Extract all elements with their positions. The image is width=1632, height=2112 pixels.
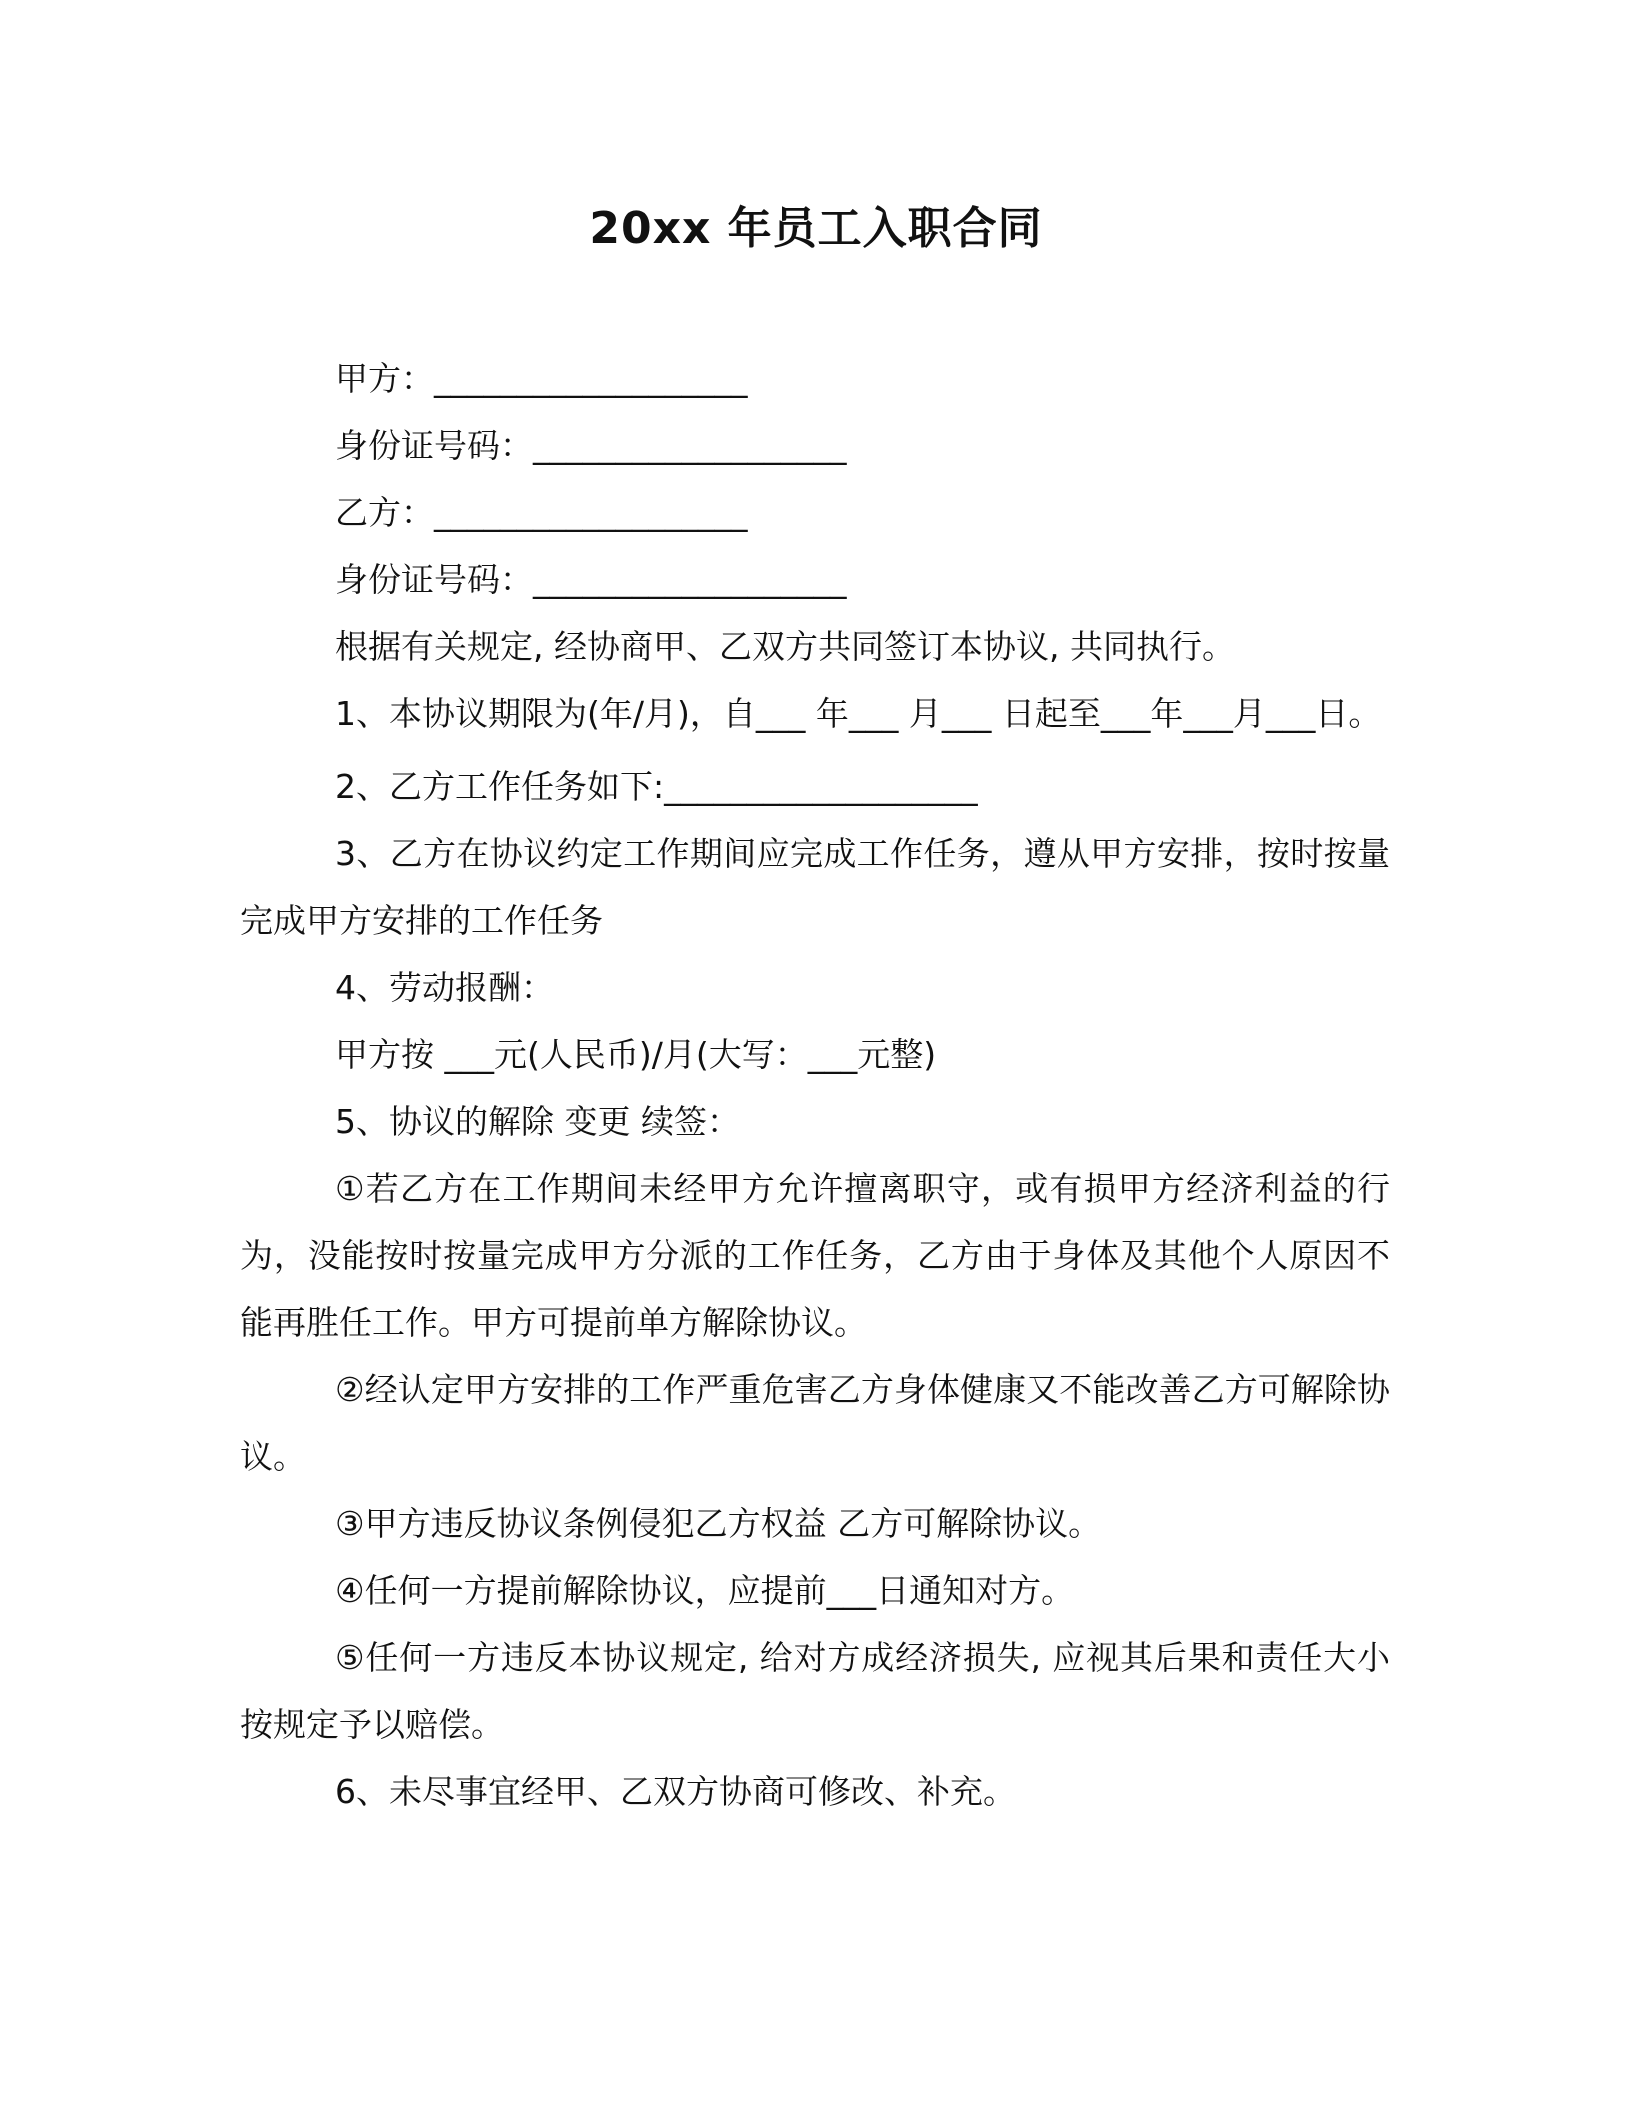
clause-2: 2、乙方工作任务如下:___________________ (335, 767, 978, 806)
document-title: 20xx 年员工入职合同 (589, 203, 1043, 254)
clause-4: 4、劳动报酬： (335, 968, 554, 1007)
clause-5-item-4: ④任何一方提前解除协议，应提前___日通知对方。 (335, 1571, 1075, 1610)
party-b-id-line: 身份证号码：___________________ (335, 560, 847, 599)
clause-1: 1、本协议期限为(年/月)，自___ 年___ 月___ 日起至___年___月___日。 (335, 694, 1382, 733)
clause-5: 5、协议的解除 变更 续签： (335, 1102, 740, 1141)
clause-5-item-2: ②经认定甲方安排的工作严重危害乙方身体健康又不能改善乙方可解除协议。 (240, 1370, 1390, 1476)
clause-5-item-1: ①若乙方在工作期间未经甲方允许擅离职守，或有损甲方经济利益的行为，没能按时按量完成甲方分派的工作任务，乙方由于身体及其他个人原因不能再胜任工作。甲方可提前单方解除协议。 (240, 1169, 1390, 1342)
party-a-id-line: 身份证号码：___________________ (335, 426, 847, 465)
clause-3: 3、乙方在协议约定工作期间应完成工作任务，遵从甲方安排，按时按量完成甲方安排的工作任务 (240, 834, 1390, 940)
party-b-line: 乙方：___________________ (335, 493, 748, 532)
clause-5-item-5: ⑤任何一方违反本协议规定, 给对方成经济损失, 应视其后果和责任大小按规定予以赔偿。 (240, 1638, 1390, 1744)
document-body (240, 345, 1390, 1825)
clause-5-item-3: ③甲方违反协议条例侵犯乙方权益 乙方可解除协议。 (335, 1504, 1102, 1543)
party-a-line: 甲方：___________________ (335, 359, 748, 398)
preamble: 根据有关规定, 经协商甲、乙双方共同签订本协议, 共同执行。 (335, 627, 1235, 666)
clause-4-payment: 甲方按 ___元(人民币)/月(大写：___元整) (335, 1035, 937, 1074)
clause-6: 6、未尽事宜经甲、乙双方协商可修改、补充。 (335, 1772, 1016, 1811)
